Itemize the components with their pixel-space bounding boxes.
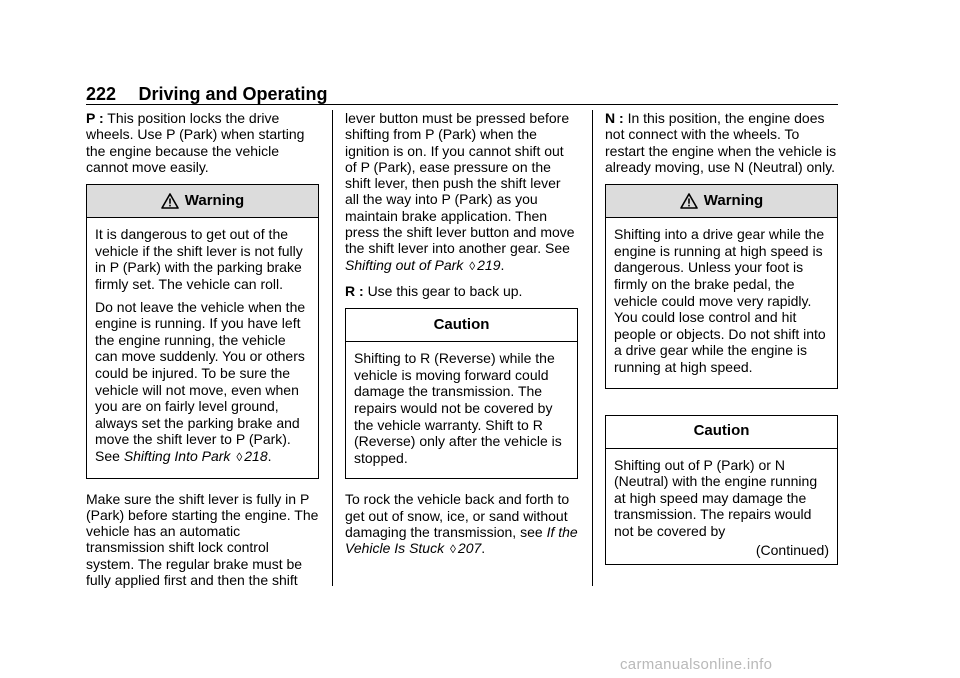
warning-header [87,185,318,218]
neutral-text: In this position, the engine does not connect with the wheels. To restart the engine when the vehicle is already moving, use N (Neutral) only. [605,110,837,175]
warning-triangle-icon [680,193,698,209]
column-1 [86,110,319,597]
reverse-description [345,283,578,299]
reference-page[interactable]: 207 [457,540,482,557]
warning-title: Warning [703,192,764,210]
rock-vehicle-paragraph: To rock the vehicle back and forth to get out of snow, ice, or sand without damaging the transmission, see If the Vehicle Is Stuck ◊ 207. [345,491,578,557]
caution-body [346,342,577,478]
park-warning-box [86,184,319,478]
reference-page[interactable]: 219 [477,256,501,273]
park-label: P : [86,110,104,126]
warning-text: Shifting into a drive gear while the engine is running at high speed is dangerous. Unless your foot is firmly on the brake pedal, the vehicle could move very rapidly. You could lose control and hit people or objects. Do not shift into a drive gear while the engine is running at high speed. [614,226,826,375]
neutral-description [605,110,838,175]
neutral-caution-box [605,415,838,566]
reverse-caution-box [345,308,578,479]
caution-text: Shifting out of P (Park) or N (Neutral) with the engine running at high speed may damage the transmission. The repairs would not be covered by [614,456,818,539]
reverse-label: R : [345,282,364,299]
caution-title: Caution [693,422,750,440]
column-3 [605,110,838,577]
caution-title: Caution [433,316,490,334]
shift-lock-paragraph: Make sure the shift lever is fully in P (Park) before starting the engine. The vehicle has an automatic transmission shift lock control system. The regular brake must be fully applied first and then the shift [86,490,319,588]
neutral-warning-box [605,184,838,388]
column-divider-2 [592,110,593,586]
warning-triangle-icon [161,193,179,209]
column-2 [345,110,578,567]
section-title: Driving and Operating [138,84,328,104]
caution-header [606,416,837,449]
page-header [86,84,838,105]
warning-title: Warning [184,192,245,210]
caution-header [346,309,577,342]
warning-paragraph: It is dangerous to get out of the vehicle if the shift lever is not fully in P (Park) with the parking brake firmly set. The vehicle can roll. [95,226,303,292]
shift-lock-continued: lever button must be pressed before shifting from P (Park) when the ignition is on. If you cannot shift out of P (Park), ease pressure on the shift lever, then push the shift lever all the way into P (Park) as you maintain brake application. Then press the shift lever button and move the shift lever into another gear. See Shifting out of Park ◊ 219. [345,110,575,273]
neutral-label: N : [605,110,624,126]
watermark: carmanualsonline.info [620,656,773,673]
warning-header [606,185,837,218]
caution-body [606,449,837,565]
caution-text: Shifting to R (Reverse) while the vehicle is moving forward could damage the transmission. The repairs would not be covered by the vehicle warranty. Shift to R (Reverse) only after the vehicle is stopped. [354,350,562,466]
park-text: This position locks the drive wheels. Use P (Park) when starting the engine because the vehicle cannot move easily. [86,110,305,175]
cross-reference[interactable]: If the Vehicle Is Stuck [345,524,578,557]
warning-paragraph: Do not leave the vehicle when the engine is running. If you have left the engine running, the vehicle can move suddenly. You or others could be injured. To be sure the vehicle will not move, even when you are on fairly level ground, always set the parking brake and move the shift lever to P (Park). See Shifting Into Park ◊ 218. [95,298,306,464]
header-rule [86,104,838,105]
park-description [86,110,319,175]
column-divider-1 [332,110,333,586]
continued-label: (Continued) [755,541,829,558]
reference-arrow-icon: ◊ [449,542,456,557]
warning-body [606,218,837,387]
cross-reference[interactable]: Shifting out of Park [345,256,464,273]
cross-reference[interactable]: Shifting Into Park [123,447,231,464]
reverse-text: Use this gear to back up. [367,282,523,299]
reference-page[interactable]: 218 [244,447,268,464]
reference-arrow-icon: ◊ [469,258,476,273]
reference-arrow-icon: ◊ [236,449,243,464]
page-number: 222 [86,84,117,104]
warning-body [87,218,318,477]
